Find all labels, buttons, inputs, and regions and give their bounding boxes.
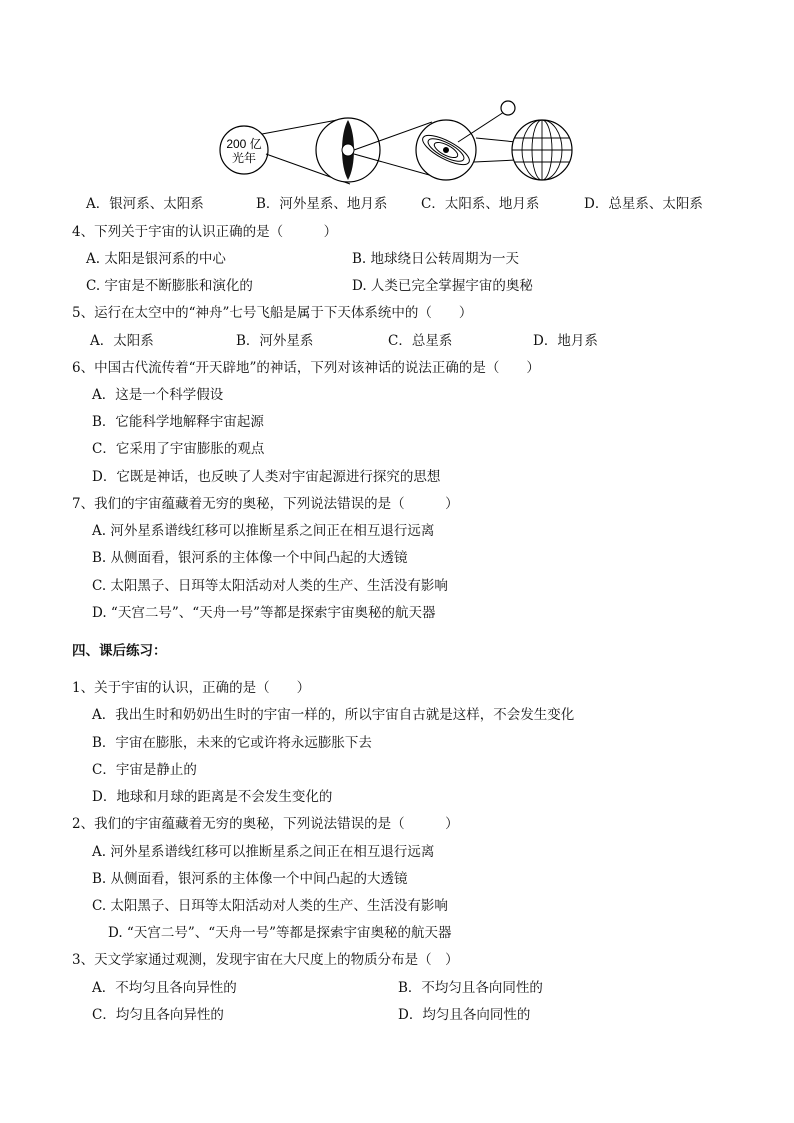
p1-option-c[interactable]: C．宇宙是静止的 [92,762,197,778]
p2-option-c[interactable]: C. 太阳黑子、日珥等太阳活动对人类的生产、生活没有影响 [92,898,448,914]
p1-option-b[interactable]: B．宇宙在膨胀，未来的它或许将永远膨胀下去 [92,735,372,751]
q4-option-d[interactable]: D. 人类已完全掌握宇宙的奥秘 [352,278,533,294]
q6-option-c[interactable]: C．它采用了宇宙膨胀的观点 [92,441,265,457]
q7-stem: 7、我们的宇宙蕴藏着无穷的奥秘，下列说法错误的是（ ） [72,496,459,512]
p3-option-d[interactable]: D．均匀且各向同性的 [398,1007,531,1023]
p1-option-a[interactable]: A．我出生时和奶奶出生时的宇宙一样的，所以宇宙自古就是这样，不会发生变化 [92,707,575,723]
q7-option-a[interactable]: A. 河外星系谱线红移可以推断星系之间正在相互退行远离 [92,523,435,539]
p1-option-d[interactable]: D．地球和月球的距离是不会发生变化的 [92,789,333,805]
q5-option-b[interactable]: B．河外星系 [236,333,314,349]
q5-option-a[interactable]: A．太阳系 [90,333,154,349]
p2-option-d[interactable]: D. “天宫二号”、“天舟一号”等都是探索宇宙奥秘的航天器 [108,925,452,941]
q3-option-d[interactable]: D．总星系、太阳系 [584,196,703,212]
q4-option-a[interactable]: A. 太阳是银河系的中心 [86,251,226,267]
q6-stem: 6、中国古代流传着“开天辟地”的神话，下列对该神话的说法正确的是（ ） [72,360,540,376]
p2-option-a[interactable]: A. 河外星系谱线红移可以推断星系之间正在相互退行远离 [92,844,435,860]
q3-option-c[interactable]: C．太阳系、地月系 [421,196,540,212]
p3-option-c[interactable]: C．均匀且各向异性的 [92,1007,224,1023]
diagram-label-2: 光年 [231,151,257,165]
q5-option-d[interactable]: D．地月系 [533,333,598,349]
q7-option-d[interactable]: D. “天宫二号”、“天舟一号”等都是探索宇宙奥秘的航天器 [92,605,436,621]
q6-option-b[interactable]: B．它能科学地解释宇宙起源 [92,414,264,430]
q7-option-c[interactable]: C. 太阳黑子、日珥等太阳活动对人类的生产、生活没有影响 [92,578,448,594]
q6-option-d[interactable]: D．它既是神话，也反映了人类对宇宙起源进行探究的思想 [92,469,441,485]
diagram-label-1: 200 亿 [226,137,262,151]
q7-option-b[interactable]: B. 从侧面看，银河系的主体像一个中间凸起的大透镜 [92,550,408,566]
q5-option-c[interactable]: C．总星系 [388,333,453,349]
section-heading: 四、课后练习： [72,643,167,659]
p1-stem: 1、关于宇宙的认识，正确的是（ ） [72,680,311,696]
p2-stem: 2、我们的宇宙蕴藏着无穷的奥秘，下列说法错误的是（ ） [72,816,459,832]
p2-option-b[interactable]: B. 从侧面看，银河系的主体像一个中间凸起的大透镜 [92,871,408,887]
q4-option-b[interactable]: B. 地球绕日公转周期为一天 [352,251,520,267]
q4-stem: 4、下列关于宇宙的认识正确的是（ ） [72,224,338,240]
q6-option-a[interactable]: A．这是一个科学假设 [92,387,224,403]
q4-option-c[interactable]: C. 宇宙是不断膨胀和演化的 [86,278,253,294]
p3-stem: 3、天文学家通过观测，发现宇宙在大尺度上的物质分布是（ ） [72,952,459,968]
q3-option-b[interactable]: B．河外星系、地月系 [256,196,388,212]
moon-circle [501,101,515,115]
celestial-systems-diagram [210,98,590,188]
q5-stem: 5、运行在太空中的“神舟”七号飞船是属于下天体系统中的（ ） [72,305,473,321]
p3-option-b[interactable]: B．不均匀且各向同性的 [398,980,543,996]
q3-option-a[interactable]: A．银河系、太阳系 [86,196,204,212]
p3-option-a[interactable]: A．不均匀且各向异性的 [92,980,237,996]
